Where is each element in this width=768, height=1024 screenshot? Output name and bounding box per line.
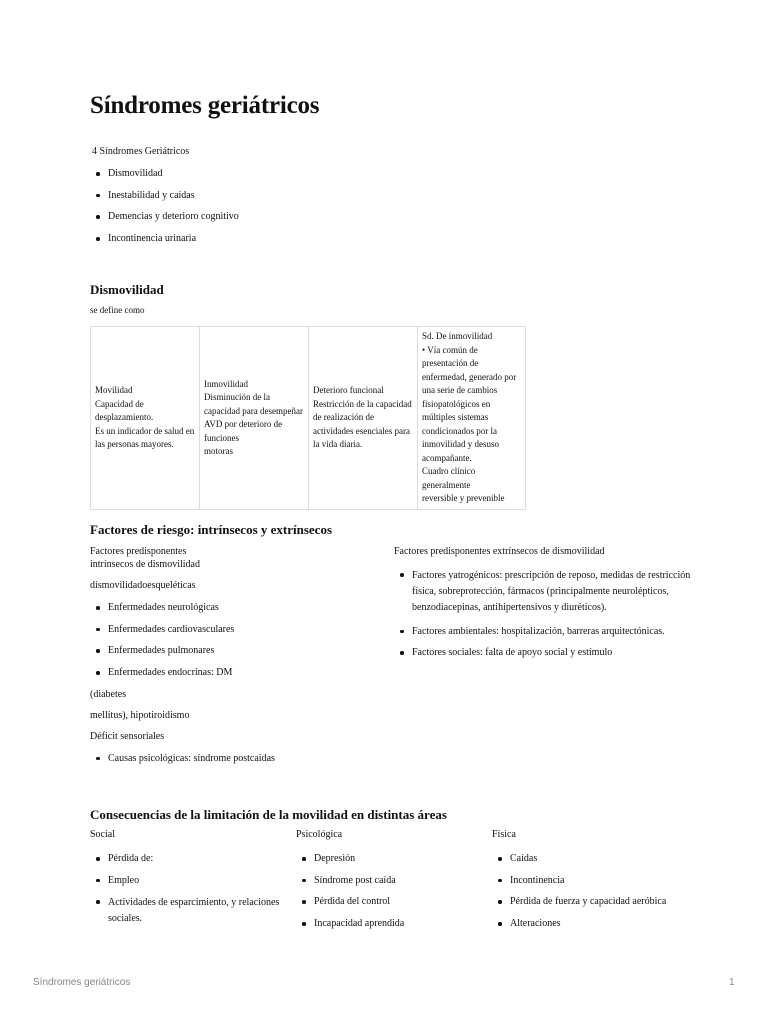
consecuencias-heading: Consecuencias de la limitación de la movilidad en distintas áreas [90,807,447,822]
intro-list [90,167,390,254]
list-item: Enfermedades pulmonares [90,644,380,657]
column-label: Psicológica [296,829,343,840]
text-line: (diabetes [90,688,127,700]
list-item: Incontinencia [492,874,712,887]
table-cell-deterioro: Deterioro funcional Restricción de la capacidad de realización de actividades esenciales para la vida diaria. [309,327,418,510]
factores-intrinsecos [90,545,380,773]
list-item: Factores sociales: falta de apoyo social y estímulo [394,646,694,659]
list-item: Inestabilidad y caídas [90,189,390,202]
list-item: Pérdida de: [90,852,280,865]
list-item: Enfermedades endocrinas: DM [90,666,380,679]
table-cell-inmovilidad: Inmovilidad Disminución de la capacidad para desempeñar AVD por deterioro de funciones motoras [200,327,309,510]
consecuencias-fisica [492,828,712,939]
list-item: Enfermedades cardiovasculares [90,623,380,636]
column-label: Social [90,829,115,840]
list-item: Caídas [492,852,712,865]
intrinsecos-list-2 [90,752,380,765]
list-item: Factores yatrogénicos: prescripción de reposo, medidas de restricción física, sobreprotección, fármacos (principalmente neurolépticos, benzodiacepinas, antihipertensivos y diuréticos). [394,568,694,616]
list-item: Demencias y deterioro cognitivo [90,210,390,223]
consecuencias-psicologica [296,828,486,939]
list-item: Dismovilidad [90,167,390,180]
dismovilidad-table [90,326,526,510]
fisica-list [492,852,712,930]
column-label: Física [492,829,516,840]
social-list [90,852,280,927]
text-line: dismovilidadoesqueléticas [90,580,196,591]
footer-title: Síndromes geriátricos [33,977,131,988]
dismovilidad-heading: Dismovilidad [90,282,164,297]
list-item: Alteraciones [492,917,712,930]
factores-extrinsecos [394,545,694,668]
list-item: Empleo [90,874,280,887]
text-line: Déficit sensoriales [90,730,165,742]
list-item: Depresión [296,852,486,865]
table-cell-sd-inmovilidad: Sd. De inmovilidad • Vía común de presentación de enfermedad, generado por una serie de cambios fisiopatológicos en múltiples sistemas condicionados por la inmovilidad y desuso acompañante. Cuadro clínico generalmente reversible y prevenible [418,327,526,510]
list-item: Síndrome post caída [296,874,486,887]
list-item: Incontinencia urinaria [90,232,390,245]
text-line: mellitus), hipotiroidismo [90,709,190,721]
intro-heading: 4 Síndromes Geriátricos [92,146,190,157]
extrinsecos-list [394,568,694,659]
table-cell-movilidad: Movilidad Capacidad de desplazamiento. Es un indicador de salud en las personas mayores. [91,327,200,510]
consecuencias-social [90,828,280,936]
psicologica-list [296,852,486,930]
list-item: Actividades de esparcimiento, y relaciones sociales. [90,895,280,927]
list-item: Pérdida de fuerza y capacidad aeróbica [492,895,712,908]
factores-heading: Factores de riesgo: intrínsecos y extrínsecos [90,522,333,537]
list-item: Enfermedades neurológicas [90,601,380,614]
intrinsecos-list [90,601,380,679]
text-line: Factores predisponentes [90,546,187,557]
extrinsecos-heading: Factores predisponentes extrínsecos de dismovilidad [394,546,605,557]
dismovilidad-subtitle: se define como [90,305,145,315]
text-line: intrínsecos de dismovilidad [90,559,200,570]
list-item: Pérdida del control [296,895,486,908]
table-row [91,327,526,510]
page-number: 1 [729,977,735,988]
list-item: Factores ambientales: hospitalización, barreras arquitectónicas. [394,625,694,638]
list-item: Incapacidad aprendida [296,917,486,930]
list-item: Causas psicológicas: síndrome postcaidas [90,752,380,765]
page-title: Síndromes geriátricos [90,92,320,119]
